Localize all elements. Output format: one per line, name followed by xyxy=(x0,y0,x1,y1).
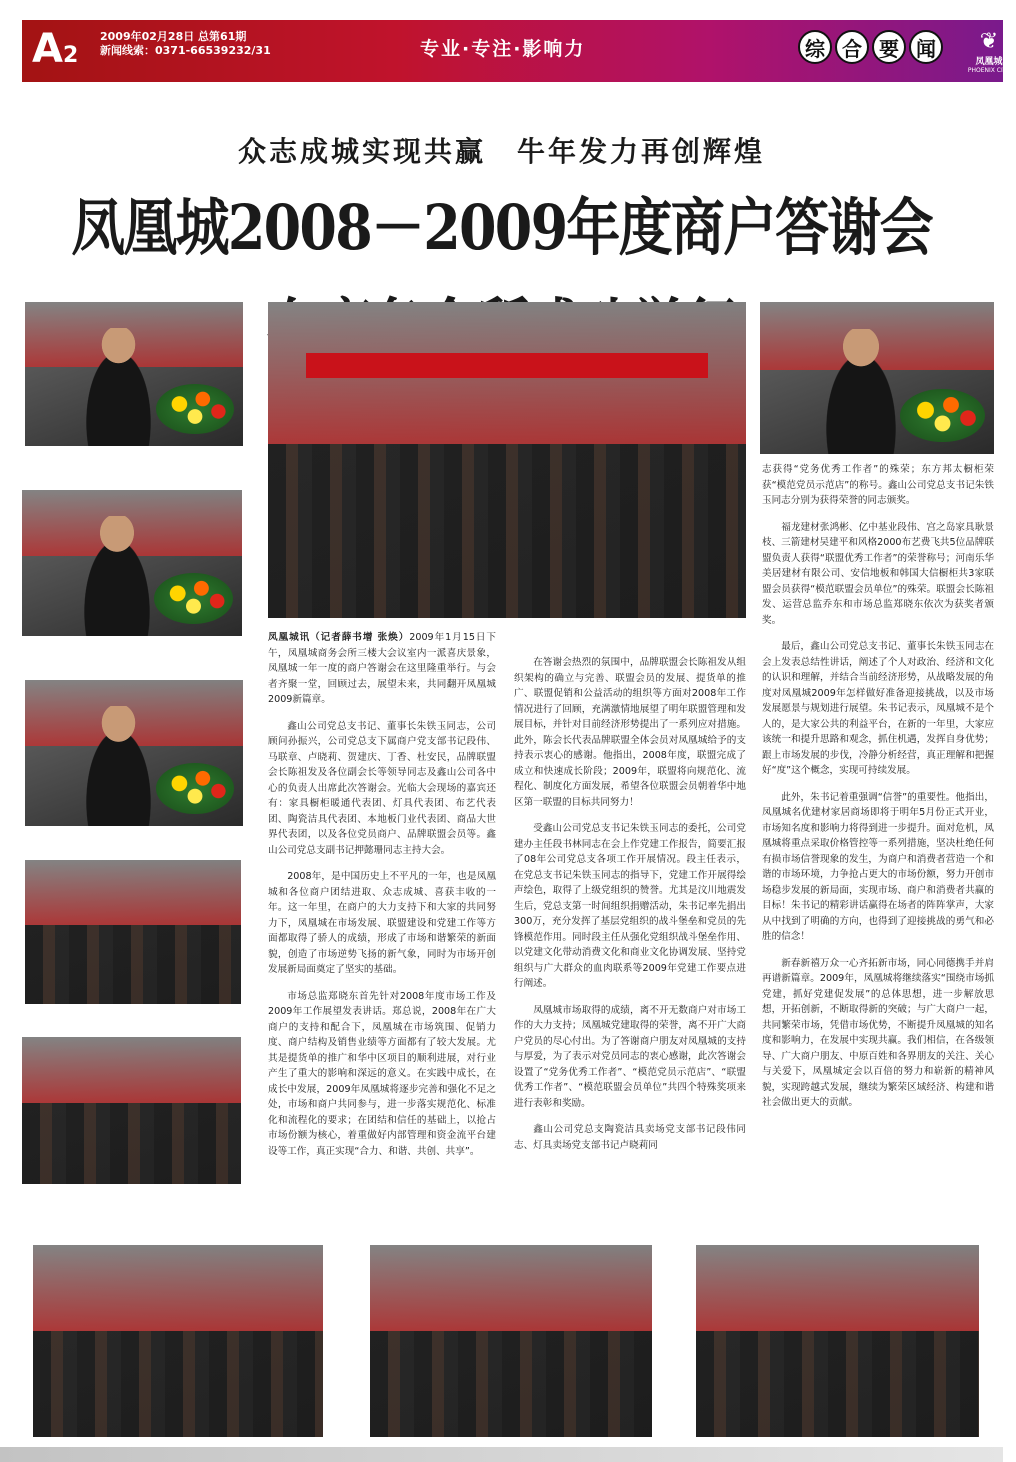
issue-date: 2009年02月28日 总第61期 xyxy=(100,30,247,43)
phoenix-icon: ❦ xyxy=(979,29,999,54)
news-hotline: 新闻线索：0371-66539232/31 xyxy=(100,44,271,57)
text-column-3 xyxy=(762,462,994,1122)
photo-award-group-3 xyxy=(696,1245,979,1437)
text-column-2 xyxy=(514,655,746,1164)
paragraph: 凤凰城市场取得的成绩，离不开无数商户对市场工作的大力支持；凤凰城党建取得的荣誉，离不开广大商户党员的尽心付出。为了答谢商户朋友对凤凰城的支持与厚爱，为了表示对党员同志的衷心感谢，此次答谢会设置了“党务优秀工作者”、“模范党员示范店”、“联盟优秀工作者”、“模范联盟会员单位”共四个特殊奖项来进行表彰和奖励。 xyxy=(514,1004,746,1109)
paragraph: 此外，朱书记着重强调“信誉”的重要性。他指出，凤凰城名优建材家居商场即将于明年5月份正式开业，市场知名度和影响力将得到进一步提升。面对危机，凤凰城将重点采取价格管控等一系列措施，坚决杜绝任何有损市场信誉现象的发生，为商户和消费者营造一个和谐的市场环境，力争抢占更大的市场份额，努力开创市场稳步发展的新局面，实现市场、商户和消费者共赢的目标！朱书记的精彩讲话赢得在场者的阵阵掌声，大家从中找到了明确的方向，也得到了迎接挑战的勇气和必胜的信念！ xyxy=(762,791,994,942)
page-bottom-strip xyxy=(0,1447,1003,1462)
paragraph: 凤凰城讯（记者薛书增 张焕）2009年1月15日下午，凤凰城商务会所三楼大会议室内一派喜庆景象，凤凰城一年一度的商户答谢会在这里隆重举行。与会者齐聚一堂，回顾过去，展望未来，共同翻开凤凰城2009新篇章。 xyxy=(268,632,497,705)
column-char: 闻 xyxy=(909,30,943,64)
paragraph: 新春新禧万众一心齐拓新市场，同心同德携手并肩再谱新篇章。2009年，凤凰城将继续落实“围绕市场抓党建，抓好党建促发展”的总体思想，进一步解放思想，开拓创新，不断取得新的突破；与广大商户一起，共同繁荣市场，凭借市场优势，不断提升凤凰城的知名度和影响力，在发展中实现共赢。我们相信，在各级领导、广大商户朋友、中原百姓和各界朋友的关注、关心与关爱下，凤凰城定会以百倍的努力和崭新的精神风貌，实现跨越式发展，继续为繁荣区域经济、构建和谐社会做出更大的贡献。 xyxy=(762,957,994,1108)
issue-meta xyxy=(100,30,271,58)
masthead xyxy=(22,20,1011,82)
photo-speaker-2 xyxy=(22,490,242,636)
paragraph: 鑫山公司党总支陶瓷洁具卖场党支部书记段伟同志、灯具卖场党支部书记卢晓莉同 xyxy=(514,1124,746,1151)
paragraph: 鑫山公司党总支书记、董事长朱铁玉同志，公司顾问孙振兴，公司党总支下属商户党支部书记段伟、马联章、卢晓莉、贺建庆、丁香、杜安民，品牌联盟会长陈祖发及各位副会长等领导同志及鑫山公司各中心的负责人出席此次答谢会。光临大会现场的嘉宾还有：家具橱柜暖通代表团、灯具代表团、布艺代表团、陶瓷洁具代表团、本地板门业代表团、商品大世界代表团，以及各位党员商户、品牌联盟会员等。鑫山公司党总支副书记押懿珊同志主持大会。 xyxy=(268,720,496,856)
paragraph: 志获得“党务优秀工作者”的殊荣；东方邦太橱柜荣获“模范党员示范店”的称号。鑫山公司党总支书记朱铁玉同志分别为获得荣誉的同志颁奖。 xyxy=(762,464,994,506)
photo-speaker-right xyxy=(760,302,994,454)
paragraph: 受鑫山公司党总支书记朱铁玉同志的委托，公司党建办主任段书林同志在会上作党建工作报告，简要汇报了08年公司党总支各项工作开展情况。段主任表示，在党总支书记朱铁玉同志的指导下，党建工作开展得绘声绘色，取得了上级党组织的赞誉。尤其是汶川地震发生后，党总支第一时间组织捐赠活动，朱书记率先捐出300万，充分发挥了基层党组织的战斗堡垒和党员的先锋模范作用。同时段主任从强化党组织战斗堡垒作用、以党建文化带动消费文化和商业文化协调发展、坚持党组织与广大群众的血肉联系等2009年党建工作要点进行阐述。 xyxy=(514,823,746,989)
paragraph: 在答谢会热烈的氛围中，品牌联盟会长陈祖发从组织架构的确立与完善、联盟会员的发展、提货单的推广、联盟促销和公益活动的组织等方面对2008年工作情况进行了回顾，充满激情地展望了明年联盟管理和发展目标，并针对目前经济形势提出了一系列应对措施。此外，陈会长代表品牌联盟全体会员对凤凰城给予的支持表示衷心的感谢。他指出，2008年度，联盟完成了成立和快速成长阶段；2009年，联盟将向规范化、流程化、制度化方面发展，希望各位联盟会员朝着华中地区第一联盟的目标共同努力！ xyxy=(514,657,746,808)
byline: 凤凰城讯（记者薛书增 张焕） xyxy=(268,632,410,643)
subheadline: 众志成城实现共赢 牛年发力再创辉煌 xyxy=(237,135,765,168)
text-column-1 xyxy=(268,630,496,1170)
column-char: 要 xyxy=(872,30,906,64)
photo-speaker-3 xyxy=(25,680,243,826)
column-title xyxy=(798,30,943,64)
photo-award-group-1 xyxy=(33,1245,323,1437)
photo-audience-tables xyxy=(22,1037,241,1184)
page-number: A2 xyxy=(32,26,79,72)
paragraph: 2008年，是中国历史上不平凡的一年，也是凤凰城和各位商户团结进取、众志成城、喜获丰收的一年。这一年里，在商户的大力支持下和大家的共同努力下，凤凰城在市场发展、联盟建设和党建工作等方面都取得了骄人的成绩，形成了市场和谐繁荣的新面貌，创造了市场逆势飞扬的新气象，同时为市场开创发展新局面奠定了坚实的基础。 xyxy=(268,871,496,975)
headline: 凤凰城2008－2009年度商户答谢会 xyxy=(71,191,932,264)
photo-award-group-2 xyxy=(370,1245,652,1437)
photo-speaker-1 xyxy=(25,302,243,446)
slogan: 专业·专注·影响力 xyxy=(420,38,586,60)
paragraph: 福龙建材张鸿彬、亿中基业段伟、宫之岛家具耿景枝、三箭建材吴建平和风格2000布艺费飞共5位品牌联盟负责人获得“联盟优秀工作者”的荣誉称号；河南乐华美居建材有限公司、安信地板和韩国大信橱柜共3家联盟会员获得“模范联盟会员单位”的殊荣。联盟会长陈祖发、运营总监乔东和市场总监郑晓东依次为获奖者颁奖。 xyxy=(762,521,994,626)
paragraph: 最后，鑫山公司党总支书记、董事长朱铁玉同志在会上发表总结性讲话，阐述了个人对政治、经济和文化的认识和理解，并结合当前经济形势，从战略发展的角度对凤凰城2009年怎样做好准备迎接挑战，以及市场发展愿景与规划进行展望。朱书记表示，凤凰城不是个人的，是大家公共的利益平台，在新的一年里，大家应该统一和提升思路和观念，抓住机遇，发挥自身优势；跟上市场发展的步伐，冷静分析经营，真正理解和把握好“度”这个概念，实现可持续发展。 xyxy=(762,641,994,776)
phoenix-logo: ❦ 凤凰城 PHOENIX CITY xyxy=(962,30,1016,74)
paragraph: 市场总监郑晓东首先针对2008年度市场工作及2009年工作展望发表讲话。郑总说，2008年在广大商户的支持和配合下，凤凰城在市场筑围、促销力度、商户结构及销售业绩等方面都有了较大发展。尤其是提货单的推广和华中区项目的顺利进展，对行业产生了重大的影响和深远的意义。在实践中成长，在成长中发展，2009年凤凰城将逐步完善和强化不足之处，市场和商户共同参与，进一步落实规范化、标准化和流程化的要求；在团结和信任的基础上，以抢占市场份额为核心，着重做好内部管理和资金流平台建设等工作，真正实现“合力、和谐、共创、共享”。 xyxy=(268,990,496,1157)
column-char: 合 xyxy=(835,30,869,64)
photo-main-hall xyxy=(268,302,746,618)
column-char: 综 xyxy=(798,30,832,64)
photo-award-presentation xyxy=(25,860,241,1004)
